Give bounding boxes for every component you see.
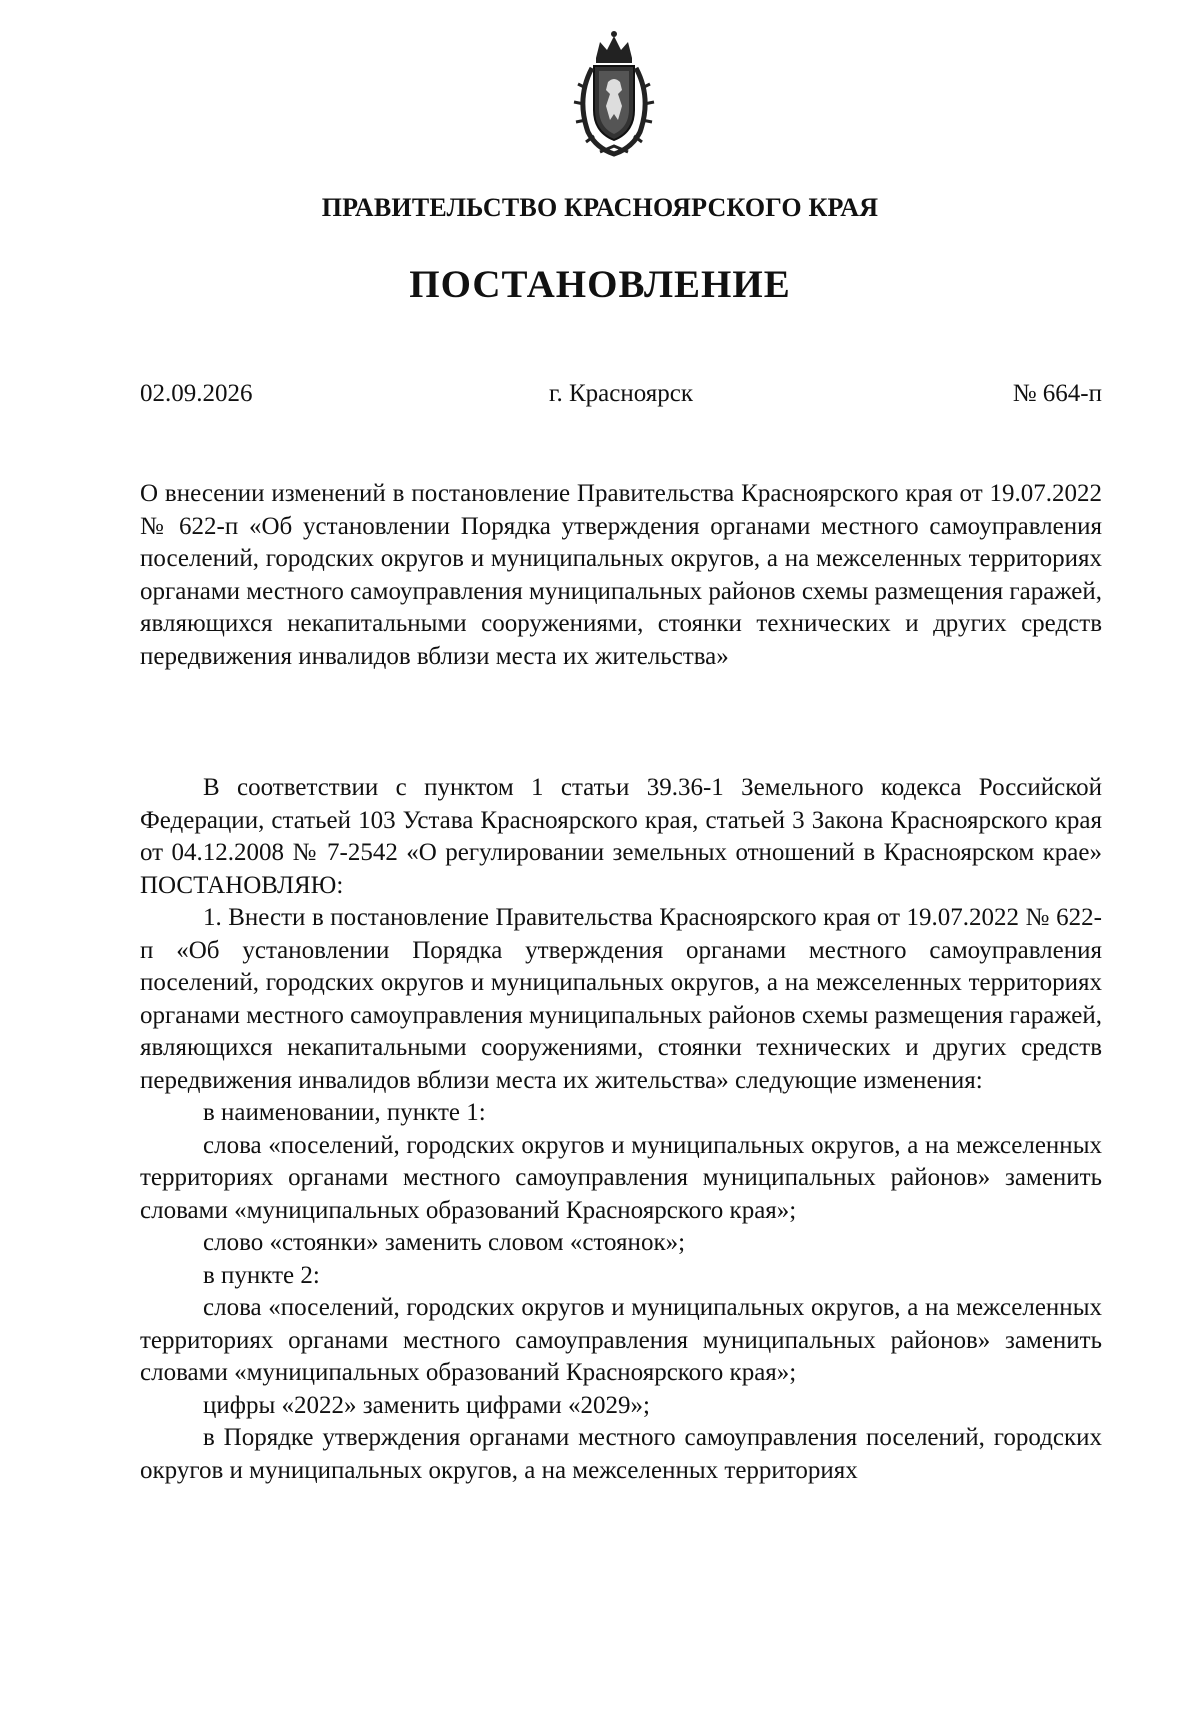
body-paragraph: в наименовании, пункте 1: [203, 1099, 486, 1126]
body-paragraph: слова «поселений, городских округов и муниципальных округов, а на межселенных территориях органами местного самоуправления муниципальных районов» заменить словами «муниципальных образований Красноярского края»; [140, 1131, 1102, 1224]
document-subject: О внесении изменений в постановление Правительства Красноярского края от 19.07.2022 № 622-п «Об установлении Порядка утверждения органами местного самоуправления поселений, городских округов и муниципальных округов, а на межселенных территориях органами местного самоуправления муниципальных районов схемы размещения гаражей, являющихся некапитальными сооружениями, стоянки технических и других средств передвижения инвалидов вблизи места их жительства» [140, 480, 1102, 670]
body-paragraph: цифры «2022» заменить цифрами «2029»; [203, 1391, 650, 1419]
document-number: № 664-п [1012, 380, 1102, 407]
coat-of-arms-icon [566, 28, 662, 160]
body-paragraph: в Порядке утверждения органами местного самоуправления поселений, городских округов и муниципальных округов, а на межселенных территориях [140, 1424, 1102, 1484]
document-date: 02.09.2026 [140, 380, 253, 407]
body-paragraph: слова «поселений, городских округов и муниципальных округов, а на межселенных территориях органами местного самоуправления муниципальных районов» заменить словами «муниципальных образований Красноярского края»; [140, 1294, 1102, 1386]
document-type: ПОСТАНОВЛЕНИЕ [409, 263, 791, 306]
document-city: г. Красноярск [549, 380, 693, 407]
document-body [140, 772, 1102, 1487]
government-title: ПРАВИТЕЛЬСТВО КРАСНОЯРСКОГО КРАЯ [321, 193, 879, 222]
body-paragraph: слово «стоянки» заменить словом «стоянок»; [203, 1229, 686, 1256]
body-paragraph: 1. Внести в постановление Правительства Красноярского края от 19.07.2022 № 622-п «Об установлении Порядка утверждения органами местного самоуправления поселений, городских округов и муниципальных округов, а на межселенных территориях органами местного самоуправления муниципальных районов схемы размещения гаражей, являющихся некапитальными сооружениями, стоянки технических и других средств передвижения инвалидов вблизи места их жительства» следующие изменения: [140, 904, 1102, 1094]
body-paragraph: в пункте 2: [203, 1261, 320, 1289]
body-paragraph: В соответствии с пунктом 1 статьи 39.36-1 Земельного кодекса Российской Федерации, статьей 103 Устава Красноярского края, статьей 3 Закона Красноярского края от 04.12.2008 № 7-2542 «О регулировании земельных отношений в Красноярском крае» ПОСТАНОВЛЯЮ: [140, 774, 1102, 899]
